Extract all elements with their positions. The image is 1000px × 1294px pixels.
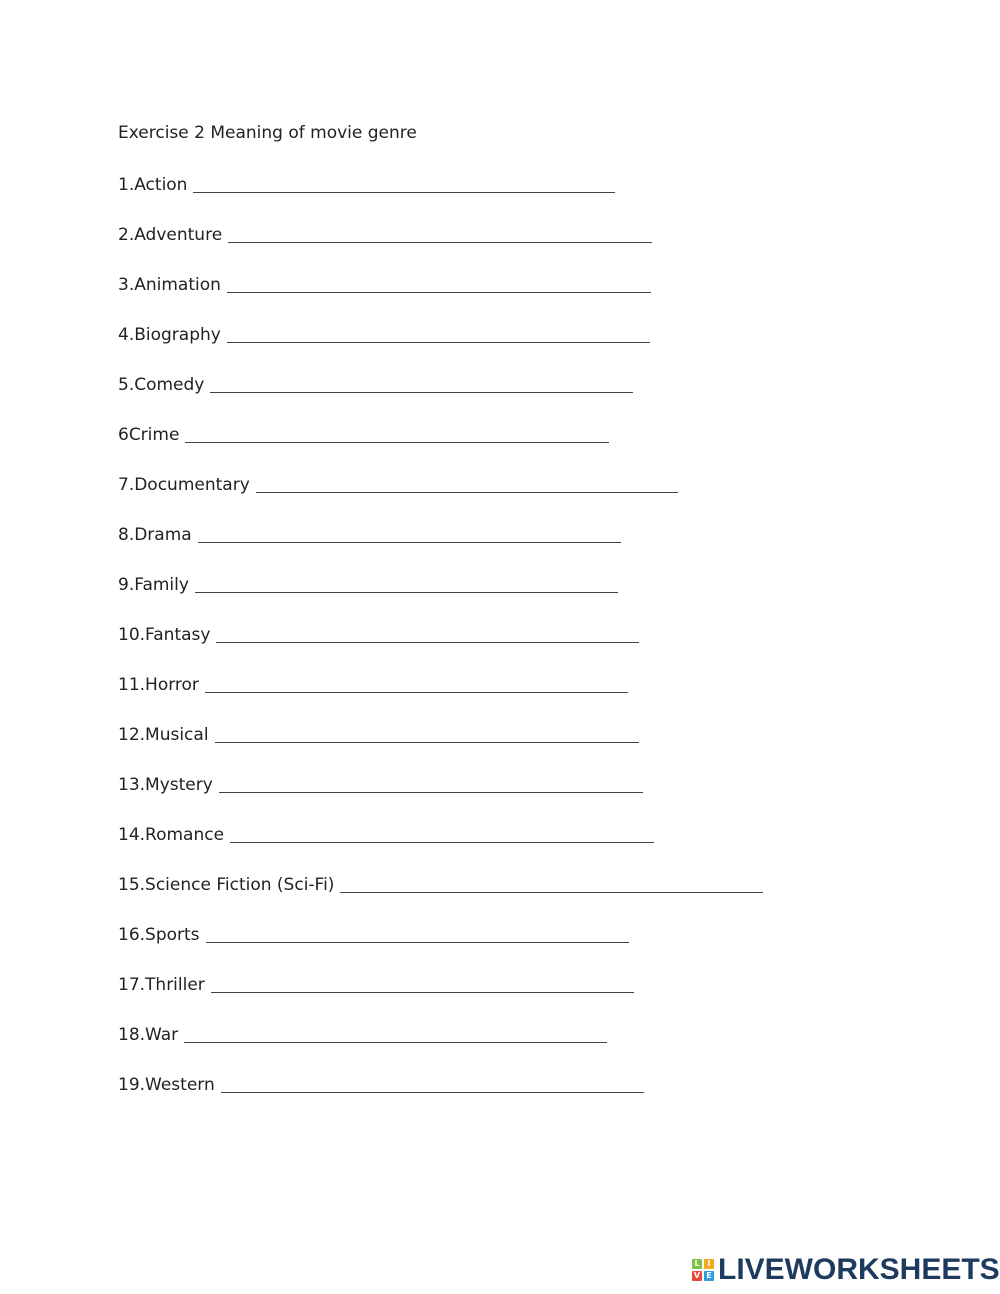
item-label: 14.Romance — [118, 825, 225, 845]
answer-field[interactable] — [205, 692, 628, 693]
item-label: 19.Western — [118, 1075, 215, 1095]
item-label: 3.Animation — [118, 275, 221, 295]
list-item — [118, 572, 618, 596]
item-label: 8.Drama — [118, 525, 192, 545]
list-item — [118, 1022, 607, 1046]
item-label: 4.Biography — [118, 325, 221, 345]
item-label: 7.Documentary — [118, 475, 250, 495]
item-label: 12.Musical — [118, 725, 209, 745]
item-label: 1.Action — [118, 175, 188, 195]
list-item — [118, 972, 634, 996]
answer-field[interactable] — [215, 742, 639, 743]
list-item — [118, 172, 615, 196]
list-item — [118, 622, 639, 646]
list-item — [118, 222, 652, 246]
item-label: 11.Horror — [118, 675, 199, 695]
list-item — [118, 472, 678, 496]
logo-mark-icon — [692, 1259, 714, 1281]
list-item — [118, 922, 629, 946]
list-item — [118, 422, 609, 446]
answer-field[interactable] — [227, 342, 650, 343]
answer-field[interactable] — [185, 442, 609, 443]
answer-field[interactable] — [211, 992, 634, 993]
list-item — [118, 722, 639, 746]
list-item — [118, 672, 628, 696]
answer-field[interactable] — [230, 842, 654, 843]
item-label: 17.Thriller — [118, 975, 205, 995]
logo-mark-tile: I — [704, 1259, 714, 1269]
item-label: 10.Fantasy — [118, 625, 211, 645]
answer-field[interactable] — [184, 1042, 607, 1043]
answer-field[interactable] — [256, 492, 678, 493]
item-label: 16.Sports — [118, 925, 200, 945]
logo-mark-tile: L — [692, 1259, 702, 1269]
item-label: 6Crime — [118, 425, 180, 445]
answer-field[interactable] — [228, 242, 652, 243]
answer-field[interactable] — [193, 192, 615, 193]
answer-field[interactable] — [340, 892, 763, 893]
item-label: 2.Adventure — [118, 225, 223, 245]
answer-field[interactable] — [198, 542, 621, 543]
list-item — [118, 372, 633, 396]
answer-field[interactable] — [195, 592, 618, 593]
answer-field[interactable] — [221, 1092, 644, 1093]
list-item — [118, 522, 621, 546]
logo-mark-tile: V — [693, 1271, 701, 1280]
page-title: Exercise 2 Meaning of movie genre — [118, 123, 417, 143]
item-label: 13.Mystery — [118, 775, 213, 795]
answer-field[interactable] — [216, 642, 639, 643]
list-item — [118, 872, 763, 896]
list-item — [118, 772, 643, 796]
answer-field[interactable] — [227, 292, 651, 293]
list-item — [118, 1072, 644, 1096]
item-label: 9.Family — [118, 575, 189, 595]
answer-field[interactable] — [210, 392, 633, 393]
item-label: 15.Science Fiction (Sci-Fi) — [118, 875, 335, 895]
logo-text: LIVEWORKSHEETS — [718, 1253, 1000, 1286]
logo-mark-tile: E — [704, 1271, 714, 1281]
item-label: 18.War — [118, 1025, 179, 1045]
item-label: 5.Comedy — [118, 375, 205, 395]
answer-field[interactable] — [206, 942, 629, 943]
list-item — [118, 272, 651, 296]
list-item — [118, 822, 654, 846]
liveworksheets-logo — [692, 1254, 1000, 1286]
answer-field[interactable] — [219, 792, 643, 793]
list-item — [118, 322, 650, 346]
